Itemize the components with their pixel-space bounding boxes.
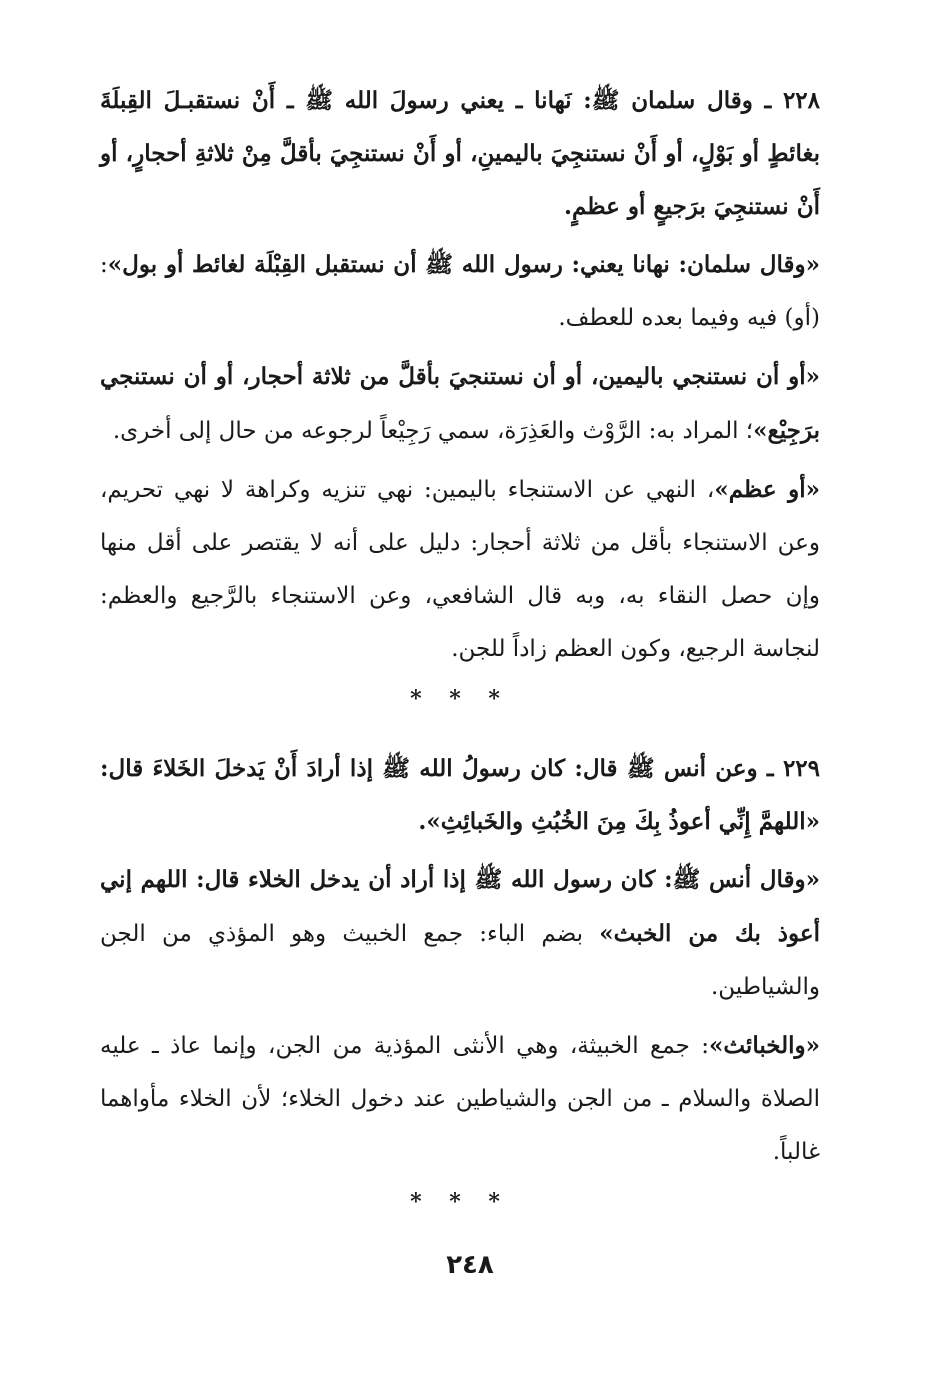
- section-separator: * * *: [410, 686, 510, 712]
- commentary-lead: «وقال سلمان: نهانا يعني: رسول الله ﷺ أن نستقبل القِبْلَة لغائط أو بول»: [107, 251, 820, 278]
- commentary-text: ؛ المراد به: الرَّوْث والعَذِرَة، سمي رَجِيْعاً لرجوعه من حال إلى أخرى.: [112, 418, 754, 444]
- commentary-lead: «والخبائث»: [708, 1032, 820, 1059]
- commentary-paragraph: [100, 1019, 820, 1179]
- commentary-lead: «وقال أنس ﷺ: كان رسول الله ﷺ إذا أراد أن يدخل الخلاء قال: اللهم إني أعوذ بك من الخبث»: [100, 866, 820, 947]
- commentary-text: : جمع الخبيثة، وهي الأنثى المؤذية من الجن، وإنما عاذ ـ عليه الصلاة والسلام ـ من الجن والشياطين عند دخول الخلاء؛ لأن الخلاء مأواهما غالباً.: [100, 1033, 820, 1165]
- page-body: [100, 74, 820, 1245]
- page-number: ٢٤٨: [446, 1250, 494, 1280]
- hadith-229: ٢٢٩ ـ وعن أنس ﷺ قال: كان رسولُ الله ﷺ إذا أرادَ أَنْ يَدخلَ الخَلاءَ قال: «اللهمَّ إِنِّي أعوذُ بِكَ مِنَ الخُبُثِ والخَبائِثِ».: [100, 755, 821, 835]
- commentary-lead: «أو أن نستنجي باليمين، أو أن نستنجيَ بأقلَّ من ثلاثة أحجار، أو أن نستنجي برَجِيْع»: [100, 363, 820, 444]
- hadith-228: ٢٢٨ ـ وقال سلمان ﷺ: نَهانا ـ يعني رسولَ الله ﷺ ـ أَنْ نستقبـلَ القِبلَةَ بغائطٍ أو بَوْلٍ، أو أَنْ نستنجِيَ باليمينِ، أو أَنْ نستنجِيَ بأقلَّ مِنْ ثلاثةِ أحجارٍ، أو أَنْ نستنجِيَ برَجيعٍ أو عظمٍ.: [100, 87, 820, 220]
- commentary-paragraph: [100, 463, 820, 676]
- commentary-text: : (أو) فيه وفيما بعده للعطف.: [100, 252, 820, 331]
- commentary-lead: «أو عظم»: [714, 476, 821, 503]
- commentary-paragraph: [100, 238, 820, 345]
- commentary-text: بضم الباء: جمع الخبيث وهو المؤذي من الجن والشياطين.: [100, 921, 820, 1000]
- commentary-text: ، النهي عن الاستنجاء باليمين: نهي تنزيه وكراهة لا نهي تحريم، وعن الاستنجاء بأقل من ثلاثة أحجار: دليل على أنه لا يقتصر على أقل منها وإن حصل النقاء به، وبه قال الشافعي، وعن الاستنجاء بالرَّجيع والعظم: لنجاسة الرجيع، وكون العظم زاداً للجن.: [100, 477, 821, 662]
- commentary-paragraph: [100, 350, 820, 458]
- section-separator: * * *: [410, 1189, 510, 1215]
- commentary-paragraph: [100, 853, 820, 1014]
